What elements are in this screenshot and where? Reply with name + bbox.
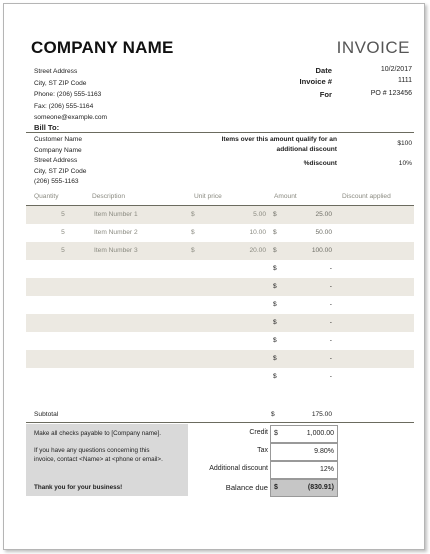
- address-line: City, ST ZIP Code: [34, 79, 87, 87]
- balance-due-field: [270, 479, 338, 497]
- subtotal-label: Subtotal: [34, 411, 59, 418]
- cell-amount-currency[interactable]: $: [273, 337, 277, 344]
- table-header: [4, 190, 424, 204]
- cell-amount-currency[interactable]: $: [273, 373, 277, 380]
- cell-description[interactable]: Item Number 3: [94, 247, 138, 254]
- cell-amount[interactable]: 100.00: [311, 247, 332, 254]
- for-value[interactable]: PO # 123456: [370, 90, 412, 97]
- company-name: COMPANY NAME: [31, 38, 174, 57]
- cell-amount[interactable]: -: [329, 283, 332, 290]
- cell-amount[interactable]: -: [329, 319, 332, 326]
- cell-amount[interactable]: -: [329, 301, 332, 308]
- cell-amount-currency[interactable]: $: [273, 211, 277, 218]
- table-row: [26, 368, 414, 386]
- customer-company[interactable]: Company Name: [34, 146, 82, 154]
- cell-amount-currency[interactable]: $: [273, 301, 277, 308]
- thanks-note: Thank you for your business!: [34, 484, 123, 491]
- balance-due-value: (830.91): [307, 484, 334, 491]
- cell-amount[interactable]: -: [329, 373, 332, 380]
- cell-amount[interactable]: -: [329, 265, 332, 272]
- threshold-text-line1: Items over this amount qualify for an: [221, 136, 337, 143]
- table-row: [26, 314, 414, 332]
- table-row: [26, 278, 414, 296]
- table-row: [26, 296, 414, 314]
- header-description: Description: [92, 193, 125, 200]
- subtotal-currency: $: [271, 411, 275, 418]
- table-row: [26, 260, 414, 278]
- tax-field[interactable]: [270, 443, 338, 461]
- cell-amount[interactable]: -: [329, 337, 332, 344]
- balance-due-label: Balance due: [225, 483, 268, 492]
- invoice-page: [3, 3, 425, 550]
- cell-price-currency[interactable]: $: [191, 247, 195, 254]
- subtotal-divider: [26, 422, 414, 423]
- balance-currency: $: [274, 484, 278, 491]
- cell-price-currency[interactable]: $: [191, 211, 195, 218]
- subtotal-value: 175.00: [311, 411, 332, 418]
- threshold-text-line2: additional discount: [276, 146, 337, 153]
- bill-to-label: Bill To:: [34, 123, 60, 132]
- address-line: Street Address: [34, 68, 78, 75]
- company-address: [34, 66, 107, 124]
- credit-value: 1,000.00: [306, 430, 334, 437]
- cell-quantity[interactable]: 5: [61, 229, 65, 236]
- date-value[interactable]: 10/2/2017: [380, 66, 412, 73]
- bill-to-block: [34, 135, 86, 188]
- cell-unit-price[interactable]: 20.00: [249, 247, 266, 254]
- table-row: [26, 350, 414, 368]
- additional-discount-value: 12%: [319, 466, 334, 473]
- header-discount-applied: Discount applied: [342, 193, 391, 200]
- cell-unit-price[interactable]: 5.00: [253, 211, 266, 218]
- cell-amount-currency[interactable]: $: [273, 265, 277, 272]
- table-row: [26, 224, 414, 242]
- cell-amount[interactable]: 50.00: [315, 229, 332, 236]
- percent-discount-value[interactable]: 10%: [398, 160, 412, 167]
- customer-city[interactable]: City, ST ZIP Code: [34, 167, 87, 175]
- customer-name[interactable]: Customer Name: [34, 136, 83, 143]
- cell-quantity[interactable]: 5: [61, 247, 65, 254]
- cell-amount[interactable]: 25.00: [315, 211, 332, 218]
- tax-value: 9.80%: [314, 448, 334, 455]
- discount-threshold-value[interactable]: $100: [397, 140, 412, 147]
- cell-quantity[interactable]: 5: [61, 211, 65, 218]
- header-quantity: Quantity: [34, 193, 59, 200]
- cell-description[interactable]: Item Number 2: [94, 229, 138, 236]
- invoice-number-label: Invoice #: [299, 77, 332, 86]
- cell-amount[interactable]: -: [329, 355, 332, 362]
- table-row: [26, 332, 414, 350]
- questions-note-line2: invoice, contact <Name> at <phone or email>.: [34, 456, 163, 463]
- cell-description[interactable]: Item Number 1: [94, 211, 138, 218]
- header-amount: Amount: [274, 193, 297, 200]
- cell-amount-currency[interactable]: $: [273, 283, 277, 290]
- email-line: someone@example.com: [34, 114, 108, 121]
- credit-field[interactable]: [270, 425, 338, 443]
- for-label: For: [319, 90, 332, 99]
- fax-line: Fax: (206) 555-1164: [34, 102, 94, 110]
- date-label: Date: [315, 66, 332, 75]
- checks-note: Make all checks payable to [Company name].: [34, 430, 162, 437]
- header-unit-price: Unit price: [194, 193, 222, 200]
- tax-label: Tax: [257, 447, 268, 454]
- questions-note-line1: If you have any questions concerning this: [34, 447, 150, 454]
- invoice-title: INVOICE: [336, 38, 410, 57]
- cell-amount-currency[interactable]: $: [273, 355, 277, 362]
- cell-price-currency[interactable]: $: [191, 229, 195, 236]
- cell-amount-currency[interactable]: $: [273, 247, 277, 254]
- additional-discount-label: Additional discount: [209, 465, 268, 472]
- credit-label: Credit: [249, 429, 268, 436]
- cell-amount-currency[interactable]: $: [273, 229, 277, 236]
- table-row: [26, 206, 414, 224]
- customer-phone[interactable]: (206) 555-1163: [34, 178, 79, 185]
- cell-amount-currency[interactable]: $: [273, 319, 277, 326]
- table-row: [26, 242, 414, 260]
- cell-unit-price[interactable]: 10.00: [249, 229, 266, 236]
- notes-panel: [26, 424, 188, 496]
- invoice-number-value[interactable]: 1111: [397, 77, 412, 84]
- bill-to-divider: [26, 132, 414, 133]
- percent-discount-label: %discount: [303, 160, 337, 167]
- credit-currency: $: [274, 430, 278, 437]
- phone-line: Phone: (206) 555-1163: [34, 91, 102, 98]
- customer-street[interactable]: Street Address: [34, 157, 78, 164]
- additional-discount-field[interactable]: [270, 461, 338, 479]
- discount-threshold-label: [199, 135, 337, 155]
